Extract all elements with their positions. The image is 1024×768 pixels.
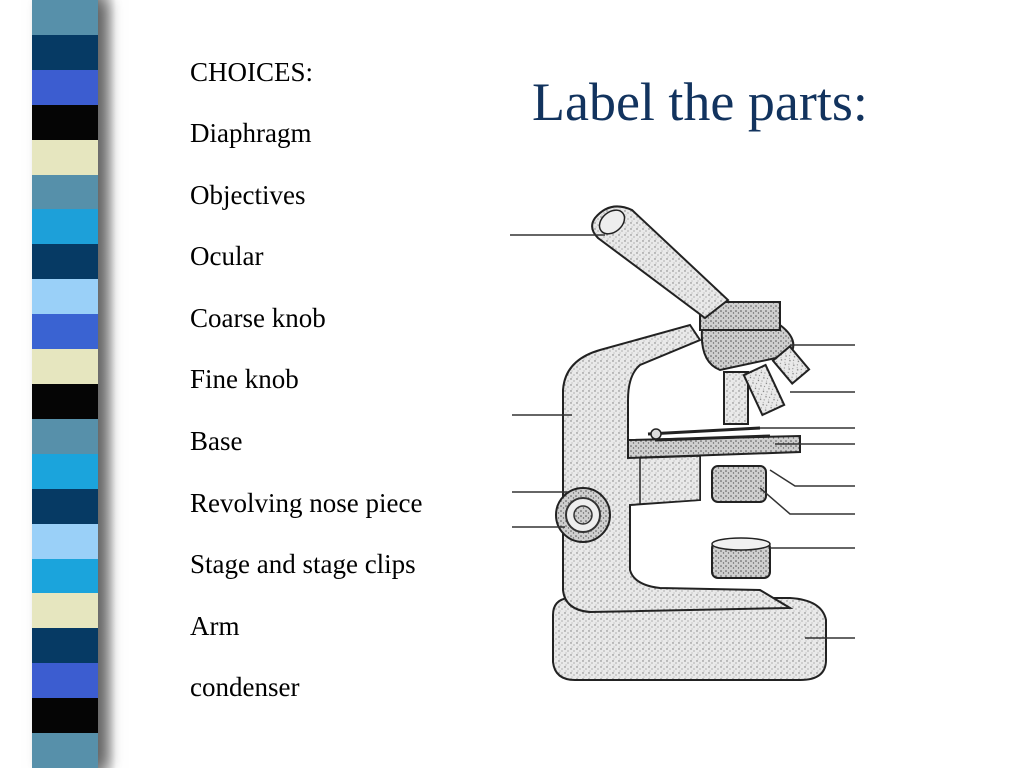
stripe-block [32,175,98,210]
stripe-block [32,105,98,140]
choice-item-objectives: Objectives [190,179,306,210]
choice-item-stage-and-stage-clips: Stage and stage clips [190,549,416,580]
stripe-shadow [98,0,116,768]
choice-item-ocular: Ocular [190,241,264,272]
choice-item-fine-knob: Fine knob [190,364,299,395]
stripe-block [32,733,98,768]
choice-item-revolving-nose-piece: Revolving nose piece [190,487,423,518]
stripe-block [32,349,98,384]
stripe-block [32,314,98,349]
stripe-block [32,384,98,419]
slide-title: Label the parts: [532,72,868,132]
stripe-block [32,140,98,175]
stripe-block [32,663,98,698]
stripe-block [32,593,98,628]
choice-item-condenser: condenser [190,672,300,703]
stripe-block [32,35,98,70]
stripe-block [32,698,98,733]
microscope-svg [470,180,870,690]
decorative-color-stripe [32,0,98,768]
microscope-diagram [470,180,870,690]
stripe-block [32,489,98,524]
stripe-block [32,454,98,489]
choice-item-coarse-knob: Coarse knob [190,302,326,333]
stripe-block [32,0,98,35]
choices-heading: CHOICES: [190,57,314,87]
condenser-part [712,466,766,502]
choice-item-arm: Arm [190,610,240,641]
stripe-block [32,244,98,279]
choices-list [190,52,422,729]
stripe-block [32,419,98,454]
stripe-block [32,559,98,594]
stripe-block [32,209,98,244]
choice-item-diaphragm: Diaphragm [190,118,312,148]
stripe-block [32,279,98,314]
stripe-block [32,70,98,105]
stripe-block [32,524,98,559]
stripe-block [32,628,98,663]
objectives-part [724,372,748,424]
choice-item-base: Base [190,425,243,456]
